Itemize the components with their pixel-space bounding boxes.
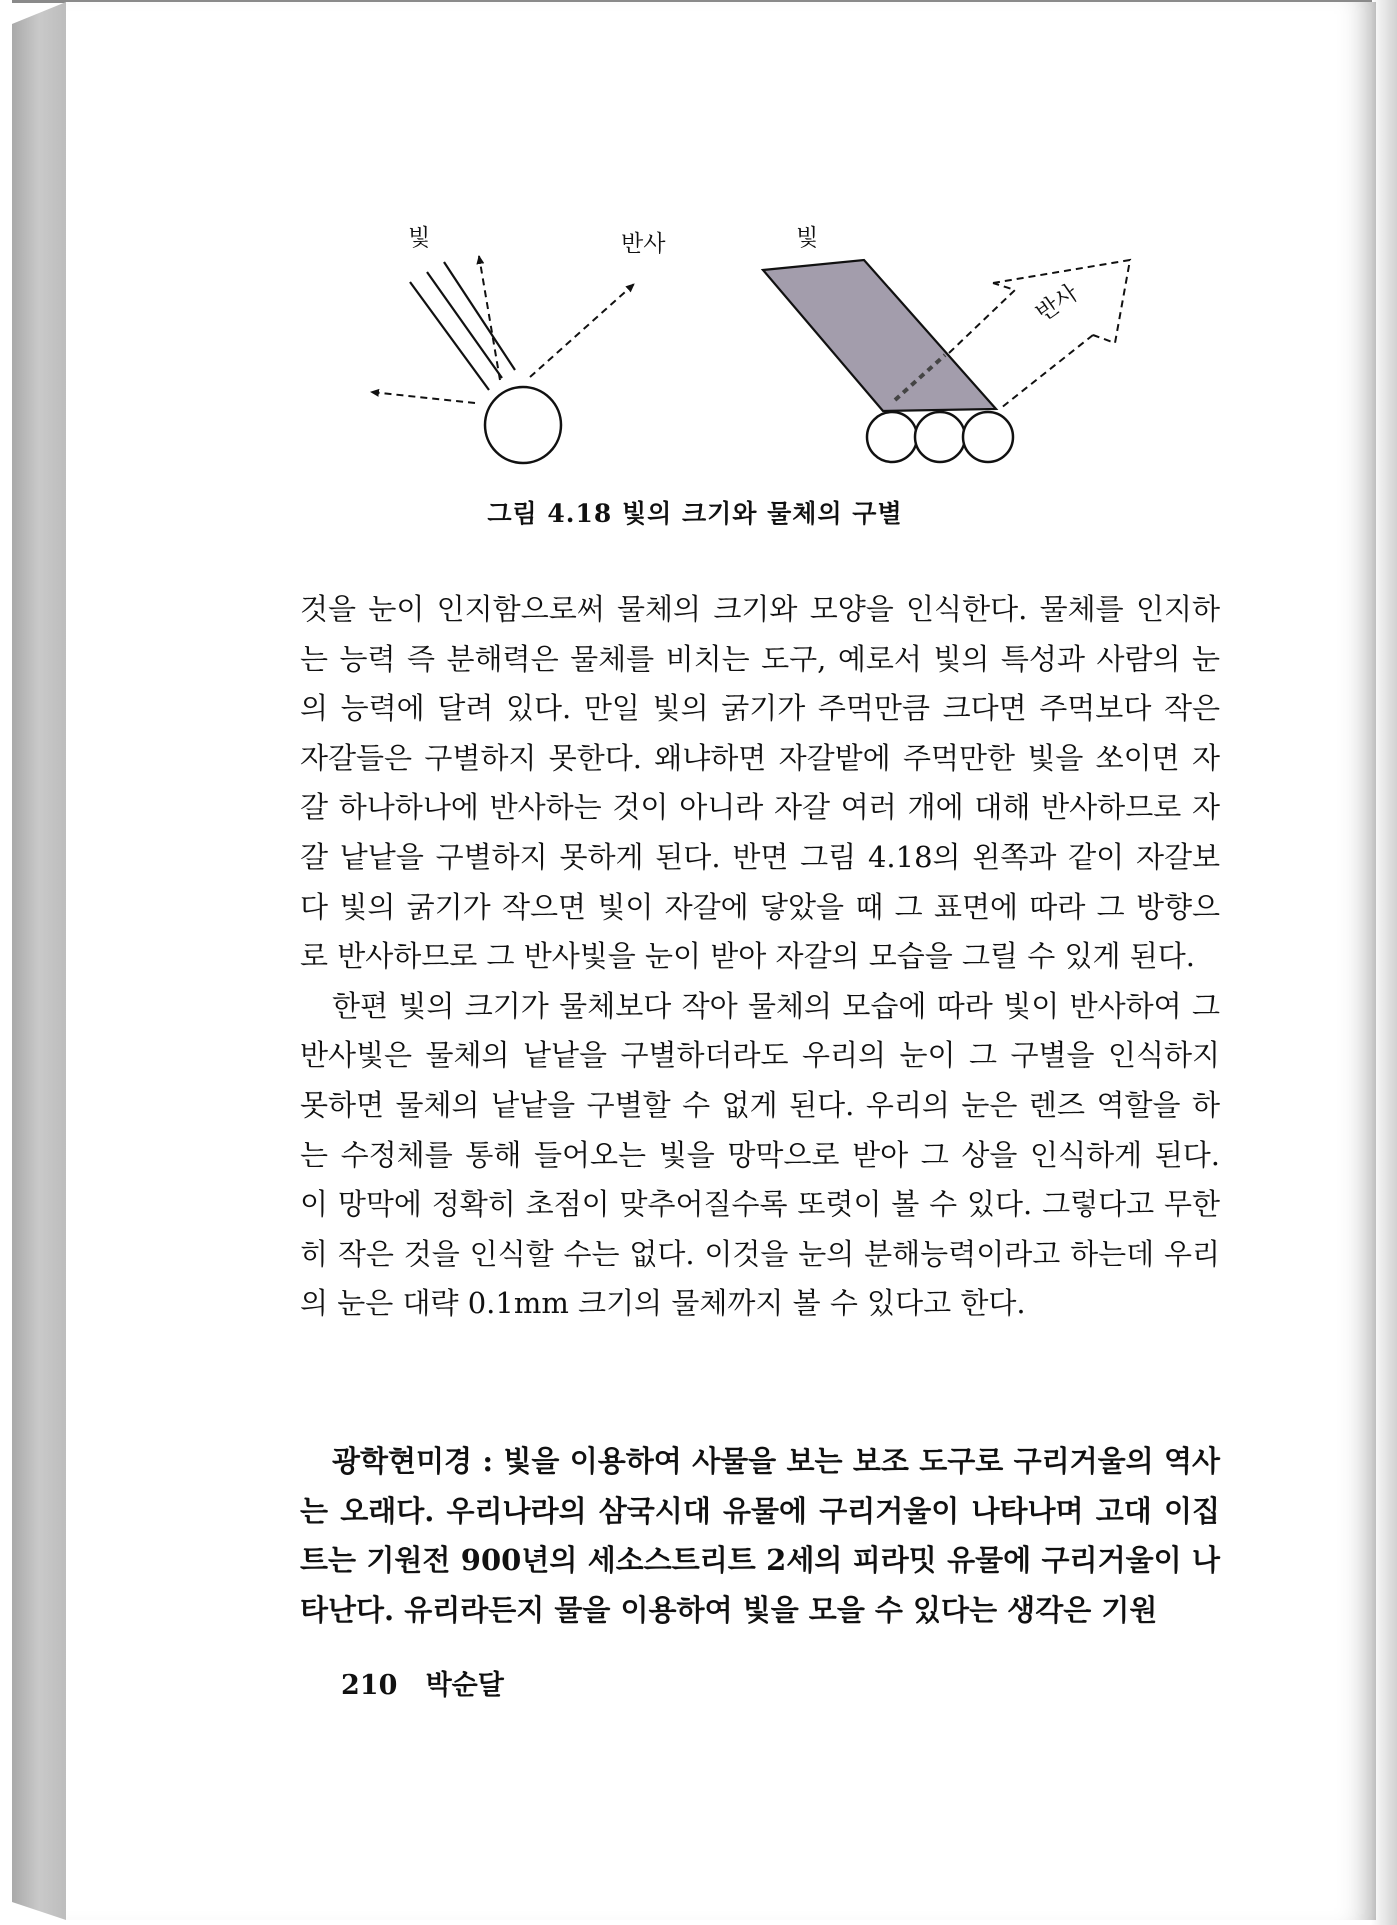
paragraph-1: 것을 눈이 인지함으로써 물체의 크기와 모양을 인식한다. 물체를 인지하는 능력 즉 분해력은 물체를 비치는 도구, 예로서 빛의 특성과 사람의 눈의 능력에 달려 있다. 만일 빛의 굵기가 주먹만큼 크다면 주먹보다 작은 자갈들은 구별하지 못한다. 왜냐하면 자갈밭에 주먹만한 빛을 쏘이면 자갈 하나하나에 반사하는 것이 아니라 자갈 여러 개에 대해 반사하므로 자갈 낱낱을 구별하지 못하게 된다. 반면 그림 4.18의 왼쪽과 같이 자갈보다 빛의 굵기가 작으면 빛이 자갈에 닿았을 때 그 표면에 따라 그 방향으로 반사하므로 그 반사빛을 눈이 받아 자갈의 모습을 그릴 수 있게 된다. bbox=[300, 592, 1220, 974]
right-light-label: 빛 bbox=[796, 225, 819, 251]
reflect-arrow-lower-edge bbox=[1001, 335, 1093, 408]
reflect-arrow-upper-edge bbox=[949, 283, 1015, 353]
page-footer bbox=[341, 1663, 504, 1702]
figure-diagram bbox=[355, 225, 1155, 475]
left-light-label: 빛 bbox=[408, 225, 431, 251]
left-reflect-label: 반사 bbox=[621, 231, 666, 257]
right-reflect-label: 반사 bbox=[1031, 280, 1083, 327]
page-edge-shadow bbox=[1371, 0, 1397, 1925]
page-number: 210 bbox=[341, 1670, 398, 1701]
incident-ray-3 bbox=[444, 262, 515, 370]
pebble-2 bbox=[915, 412, 965, 462]
figure-4-18 bbox=[355, 225, 1155, 475]
broad-light-beam bbox=[763, 260, 996, 411]
left-diagram bbox=[371, 225, 666, 463]
author-name: 박순달 bbox=[425, 1670, 504, 1701]
pebble-3 bbox=[963, 412, 1013, 462]
paragraph-3: 광학현미경 : 빛을 이용하여 사물을 보는 보조 도구로 구리거울의 역사는 오래다. 우리나라의 삼국시대 유물에 구리거울이 나타나며 고대 이집트는 기원전 900년의 세소스트리트 2세의 피라밋 유물에 구리거울이 나타난다. 유리라든지 물을 이용하여 빛을 모을 수 있다는 생각은 기원 bbox=[300, 1444, 1220, 1627]
pebble-1 bbox=[867, 412, 917, 462]
pebble bbox=[485, 387, 561, 463]
incident-ray-1 bbox=[410, 282, 489, 390]
figure-caption: 그림 4.18 빛의 크기와 물체의 구별 bbox=[487, 499, 903, 528]
body-text bbox=[300, 585, 1220, 1329]
incident-ray-2 bbox=[427, 272, 502, 378]
book-spine bbox=[12, 2, 66, 1920]
section-optical-microscope bbox=[300, 1437, 1220, 1635]
reflect-ray-left bbox=[371, 392, 475, 403]
paragraph-2: 한편 빛의 크기가 물체보다 작아 물체의 모습에 따라 빛이 반사하여 그 반사빛은 물체의 낱낱을 구별하더라도 우리의 눈이 그 구별을 인식하지 못하면 물체의 낱낱을 구별할 수 없게 된다. 우리의 눈은 렌즈 역할을 하는 수정체를 통해 들어오는 빛을 망막으로 받아 그 상을 인식하게 된다. 이 망막에 정확히 초점이 맞추어질수록 또렷이 볼 수 있다. 그렇다고 무한히 작은 것을 인식할 수는 없다. 이것을 눈의 분해능력이라고 하는데 우리의 눈은 대략 0.1mm 크기의 물체까지 볼 수 있다고 한다. bbox=[300, 988, 1220, 1321]
right-diagram bbox=[763, 225, 1130, 462]
reflect-ray-right bbox=[530, 284, 634, 377]
